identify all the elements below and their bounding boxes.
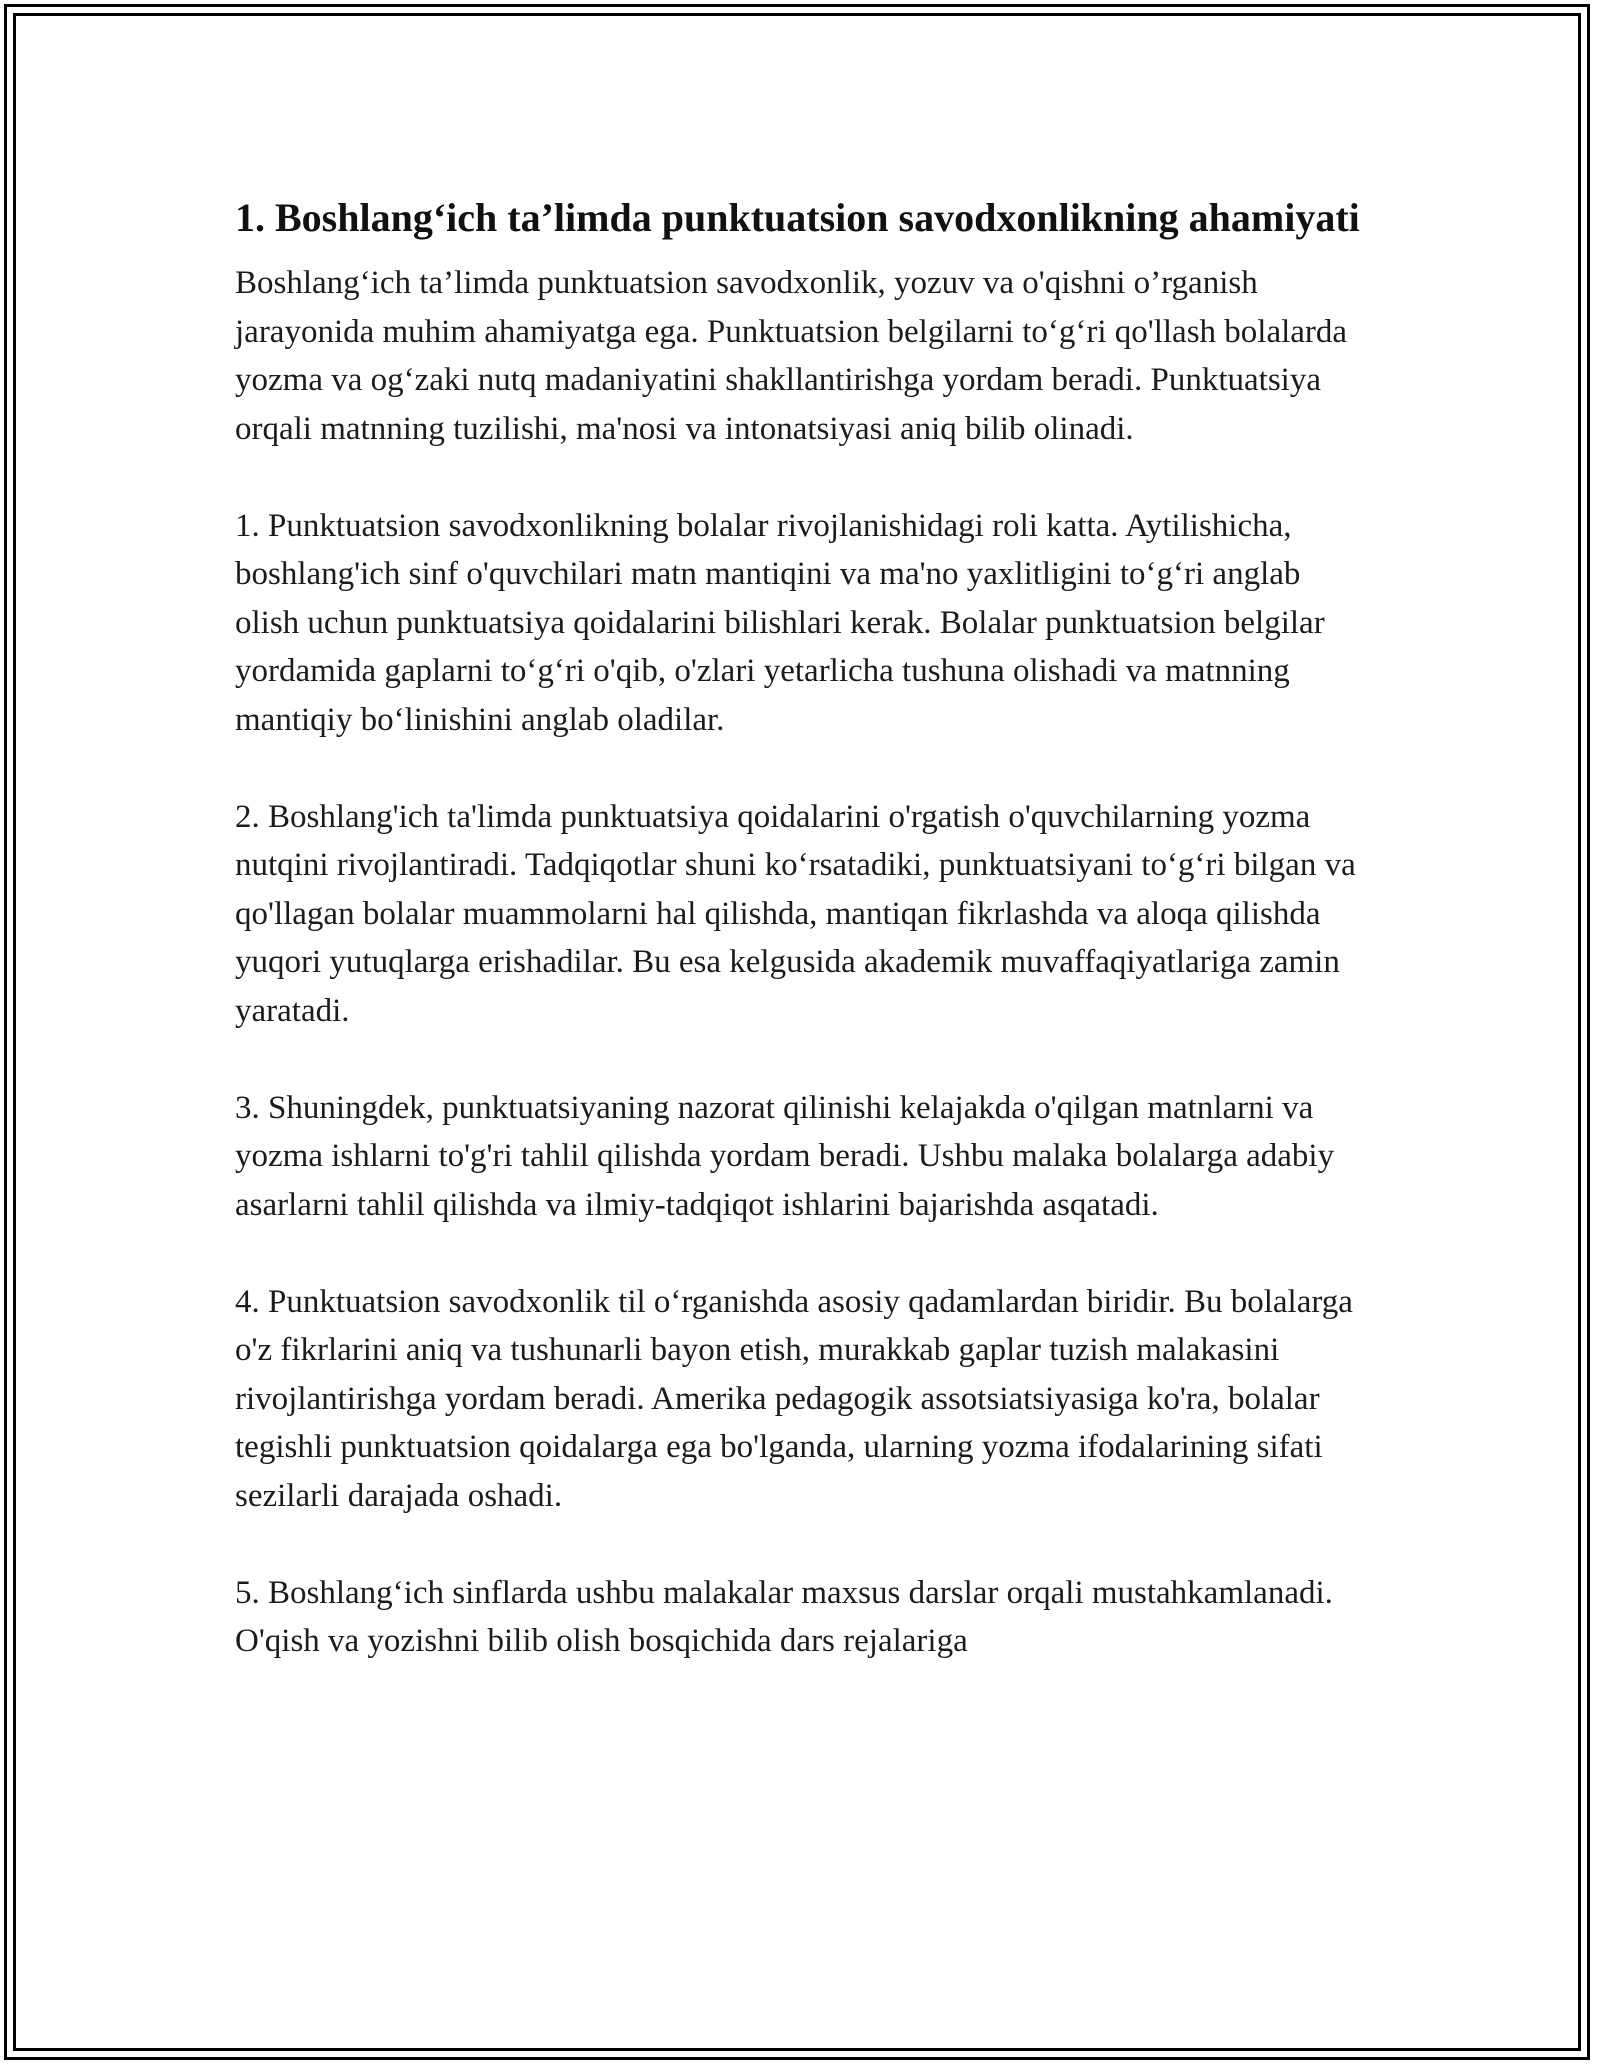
- paragraph-2: 2. Boshlang'ich ta'limda punktuatsiya qoidalarini o'rgatish o'quvchilarning yozma nutqini rivojlantiradi. Tadqiqotlar shuni ko‘rsatadiki, punktuatsiyani to‘g‘ri bilgan va qo'llagan bolalar muammolarni hal qilishda, mantiqan fikrlashda va aloqa qilishda yuqori yutuqlarga erishadilar. Bu esa kelgusida akademik muvaffaqiyatlariga zamin yaratadi.: [235, 798, 1356, 1029]
- paragraph-1: 1. Punktuatsion savodxonlikning bolalar rivojlanishidagi roli katta. Aytilishicha, boshlang'ich sinf o'quvchilari matn mantiqini va ma'no yaxlitligini to‘g‘ri anglab olish uchun punktuatsiya qoidalarini bilishlari kerak. Bolalar punktuatsion belgilar yordamida gaplarni to‘g‘ri o'qib, o'zlari yetarlicha tushuna olishadi va matnning mantiqiy bo‘linishini anglab oladilar.: [235, 507, 1325, 738]
- document-title: 1. Boshlang‘ich ta’limda punktuatsion savodxonlikning ahamiyati: [235, 195, 1360, 240]
- paragraph-4: 4. Punktuatsion savodxonlik til o‘rganishda asosiy qadamlardan biridir. Bu bolalarga o'z fikrlarini aniq va tushunarli bayon etish, murakkab gaplar tuzish malakasini rivojlantirishga yordam beradi. Amerika pedagogik assotsiatsiyasiga ko'ra, bolalar tegishli punktuatsion qoidalarga ega bo'lganda, ularning yozma ifodalarining sifati sezilarli darajada oshadi.: [235, 1283, 1353, 1514]
- intro-paragraph: Boshlang‘ich ta’limda punktuatsion savodxonlik, yozuv va o'qishni o’rganish jarayonida muhim ahamiyatga ega. Punktuatsion belgilarni to‘g‘ri qo'llash bolalarda yozma va og‘zaki nutq madaniyatini shakllantirishga yordam beradi. Punktuatsiya orqali matnning tuzilishi, ma'nosi va intonatsiyasi aniq bilib olinadi.: [235, 265, 1348, 447]
- document-body: [235, 190, 1370, 1714]
- paragraph-3: 3. Shuningdek, punktuatsiyaning nazorat qilinishi kelajakda o'qilgan matnlarni va yozma ishlarni to'g'ri tahlil qilishda yordam beradi. Ushbu malaka bolalarga adabiy asarlarni tahlil qilishda va ilmiy-tadqiqot ishlarini bajarishda asqatadi.: [235, 1089, 1335, 1223]
- paragraph-5: 5. Boshlang‘ich sinflarda ushbu malakalar maxsus darslar orqali mustahkamlanadi. O'qish va yozishni bilib olish bosqichida dars rejalariga: [235, 1574, 1333, 1659]
